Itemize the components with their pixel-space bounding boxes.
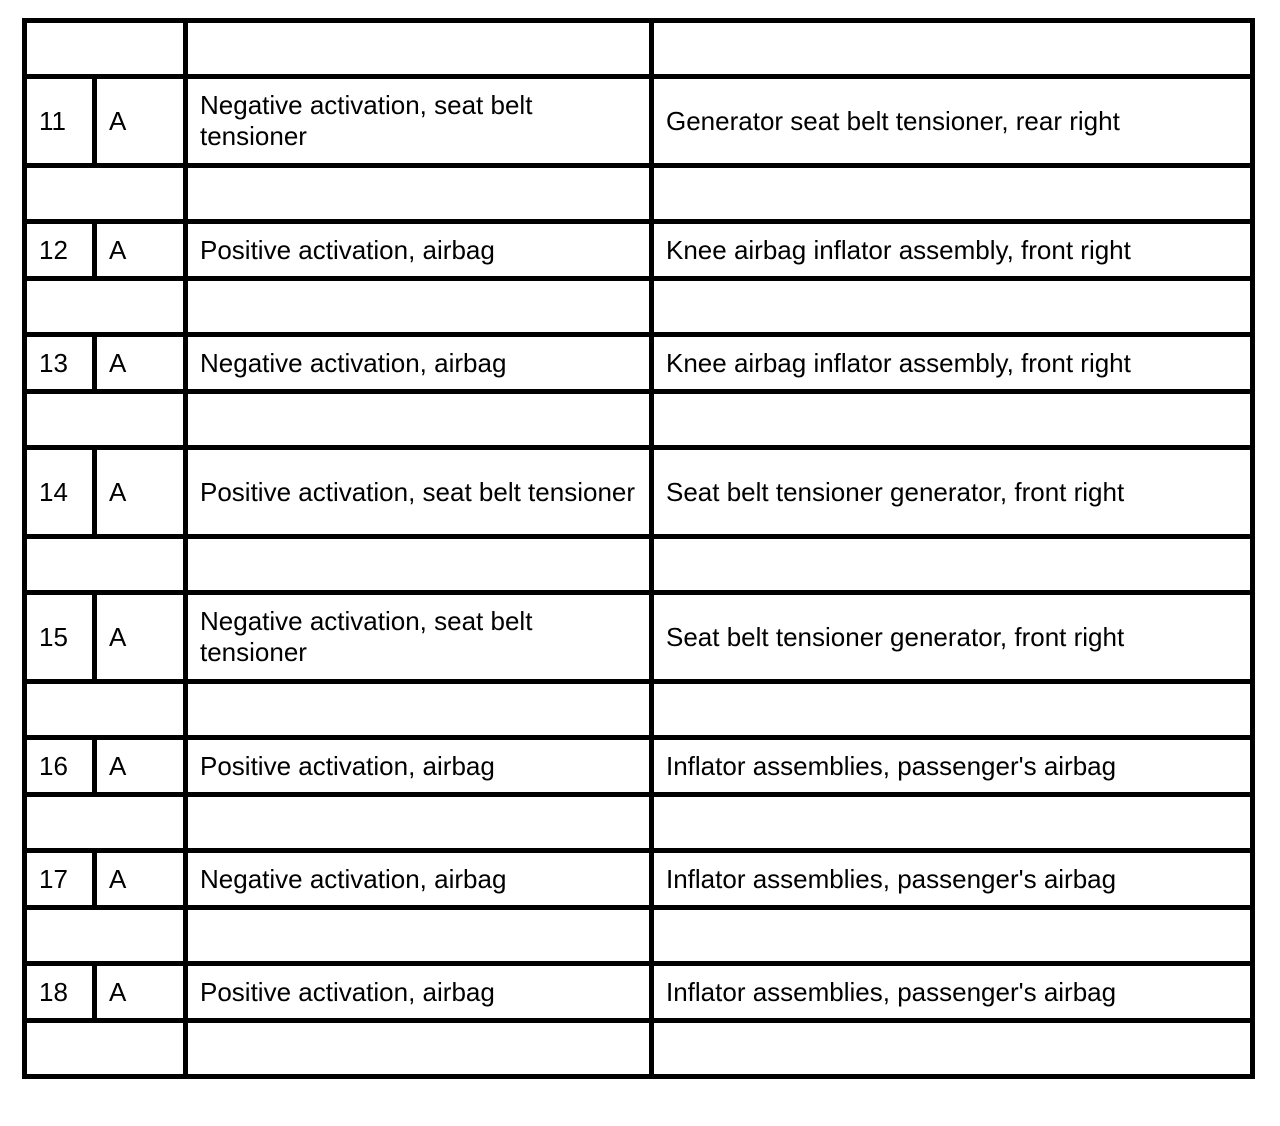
pin-description: Positive activation, airbag (186, 964, 652, 1021)
empty-cell (186, 682, 652, 738)
pin-number: 15 (25, 593, 95, 682)
table-row (25, 964, 1253, 1021)
table-row (25, 738, 1253, 795)
spacer-row (25, 166, 1253, 222)
component-name: Knee airbag inflator assembly, front right (652, 335, 1253, 392)
empty-cell (25, 795, 186, 851)
component-name: Seat belt tensioner generator, front right (652, 593, 1253, 682)
empty-cell (186, 1021, 652, 1077)
table-row (25, 77, 1253, 166)
spacer-row (25, 682, 1253, 738)
empty-cell (25, 21, 186, 77)
empty-cell (652, 908, 1253, 964)
pin-description: Positive activation, airbag (186, 222, 652, 279)
spacer-row (25, 537, 1253, 593)
pin-type: A (95, 448, 186, 537)
pin-number: 14 (25, 448, 95, 537)
pin-description: Negative activation, seat belt tensioner (186, 77, 652, 166)
empty-cell (652, 1021, 1253, 1077)
spacer-row (25, 392, 1253, 448)
pin-type: A (95, 335, 186, 392)
empty-cell (186, 537, 652, 593)
pin-type: A (95, 851, 186, 908)
pin-number: 12 (25, 222, 95, 279)
pin-number: 13 (25, 335, 95, 392)
pin-description: Negative activation, seat belt tensioner (186, 593, 652, 682)
pin-description: Positive activation, seat belt tensioner (186, 448, 652, 537)
empty-cell (186, 795, 652, 851)
pin-type: A (95, 77, 186, 166)
empty-cell (186, 21, 652, 77)
pin-number: 18 (25, 964, 95, 1021)
pin-description: Positive activation, airbag (186, 738, 652, 795)
pin-number: 11 (25, 77, 95, 166)
pin-type: A (95, 738, 186, 795)
component-name: Inflator assemblies, passenger's airbag (652, 851, 1253, 908)
pin-assignment-table (22, 18, 1255, 1079)
spacer-row (25, 279, 1253, 335)
pin-type: A (95, 964, 186, 1021)
pin-type: A (95, 593, 186, 682)
table-row (25, 335, 1253, 392)
empty-cell (25, 537, 186, 593)
empty-cell (25, 392, 186, 448)
empty-cell (25, 1021, 186, 1077)
spacer-row (25, 908, 1253, 964)
table-row (25, 222, 1253, 279)
empty-cell (25, 682, 186, 738)
spacer-row (25, 21, 1253, 77)
empty-cell (652, 279, 1253, 335)
table-body (25, 21, 1253, 1077)
empty-cell (186, 908, 652, 964)
spacer-row (25, 795, 1253, 851)
empty-cell (652, 537, 1253, 593)
component-name: Generator seat belt tensioner, rear right (652, 77, 1253, 166)
pin-description: Negative activation, airbag (186, 335, 652, 392)
pin-type: A (95, 222, 186, 279)
pin-description: Negative activation, airbag (186, 851, 652, 908)
component-name: Seat belt tensioner generator, front right (652, 448, 1253, 537)
table-row (25, 448, 1253, 537)
empty-cell (652, 166, 1253, 222)
pin-number: 16 (25, 738, 95, 795)
component-name: Inflator assemblies, passenger's airbag (652, 738, 1253, 795)
empty-cell (186, 166, 652, 222)
empty-cell (652, 795, 1253, 851)
component-name: Inflator assemblies, passenger's airbag (652, 964, 1253, 1021)
empty-cell (25, 166, 186, 222)
table-row (25, 851, 1253, 908)
empty-cell (25, 279, 186, 335)
empty-cell (652, 21, 1253, 77)
empty-cell (186, 392, 652, 448)
empty-cell (186, 279, 652, 335)
component-name: Knee airbag inflator assembly, front right (652, 222, 1253, 279)
spacer-row (25, 1021, 1253, 1077)
table-row (25, 593, 1253, 682)
empty-cell (652, 682, 1253, 738)
empty-cell (652, 392, 1253, 448)
pin-number: 17 (25, 851, 95, 908)
empty-cell (25, 908, 186, 964)
